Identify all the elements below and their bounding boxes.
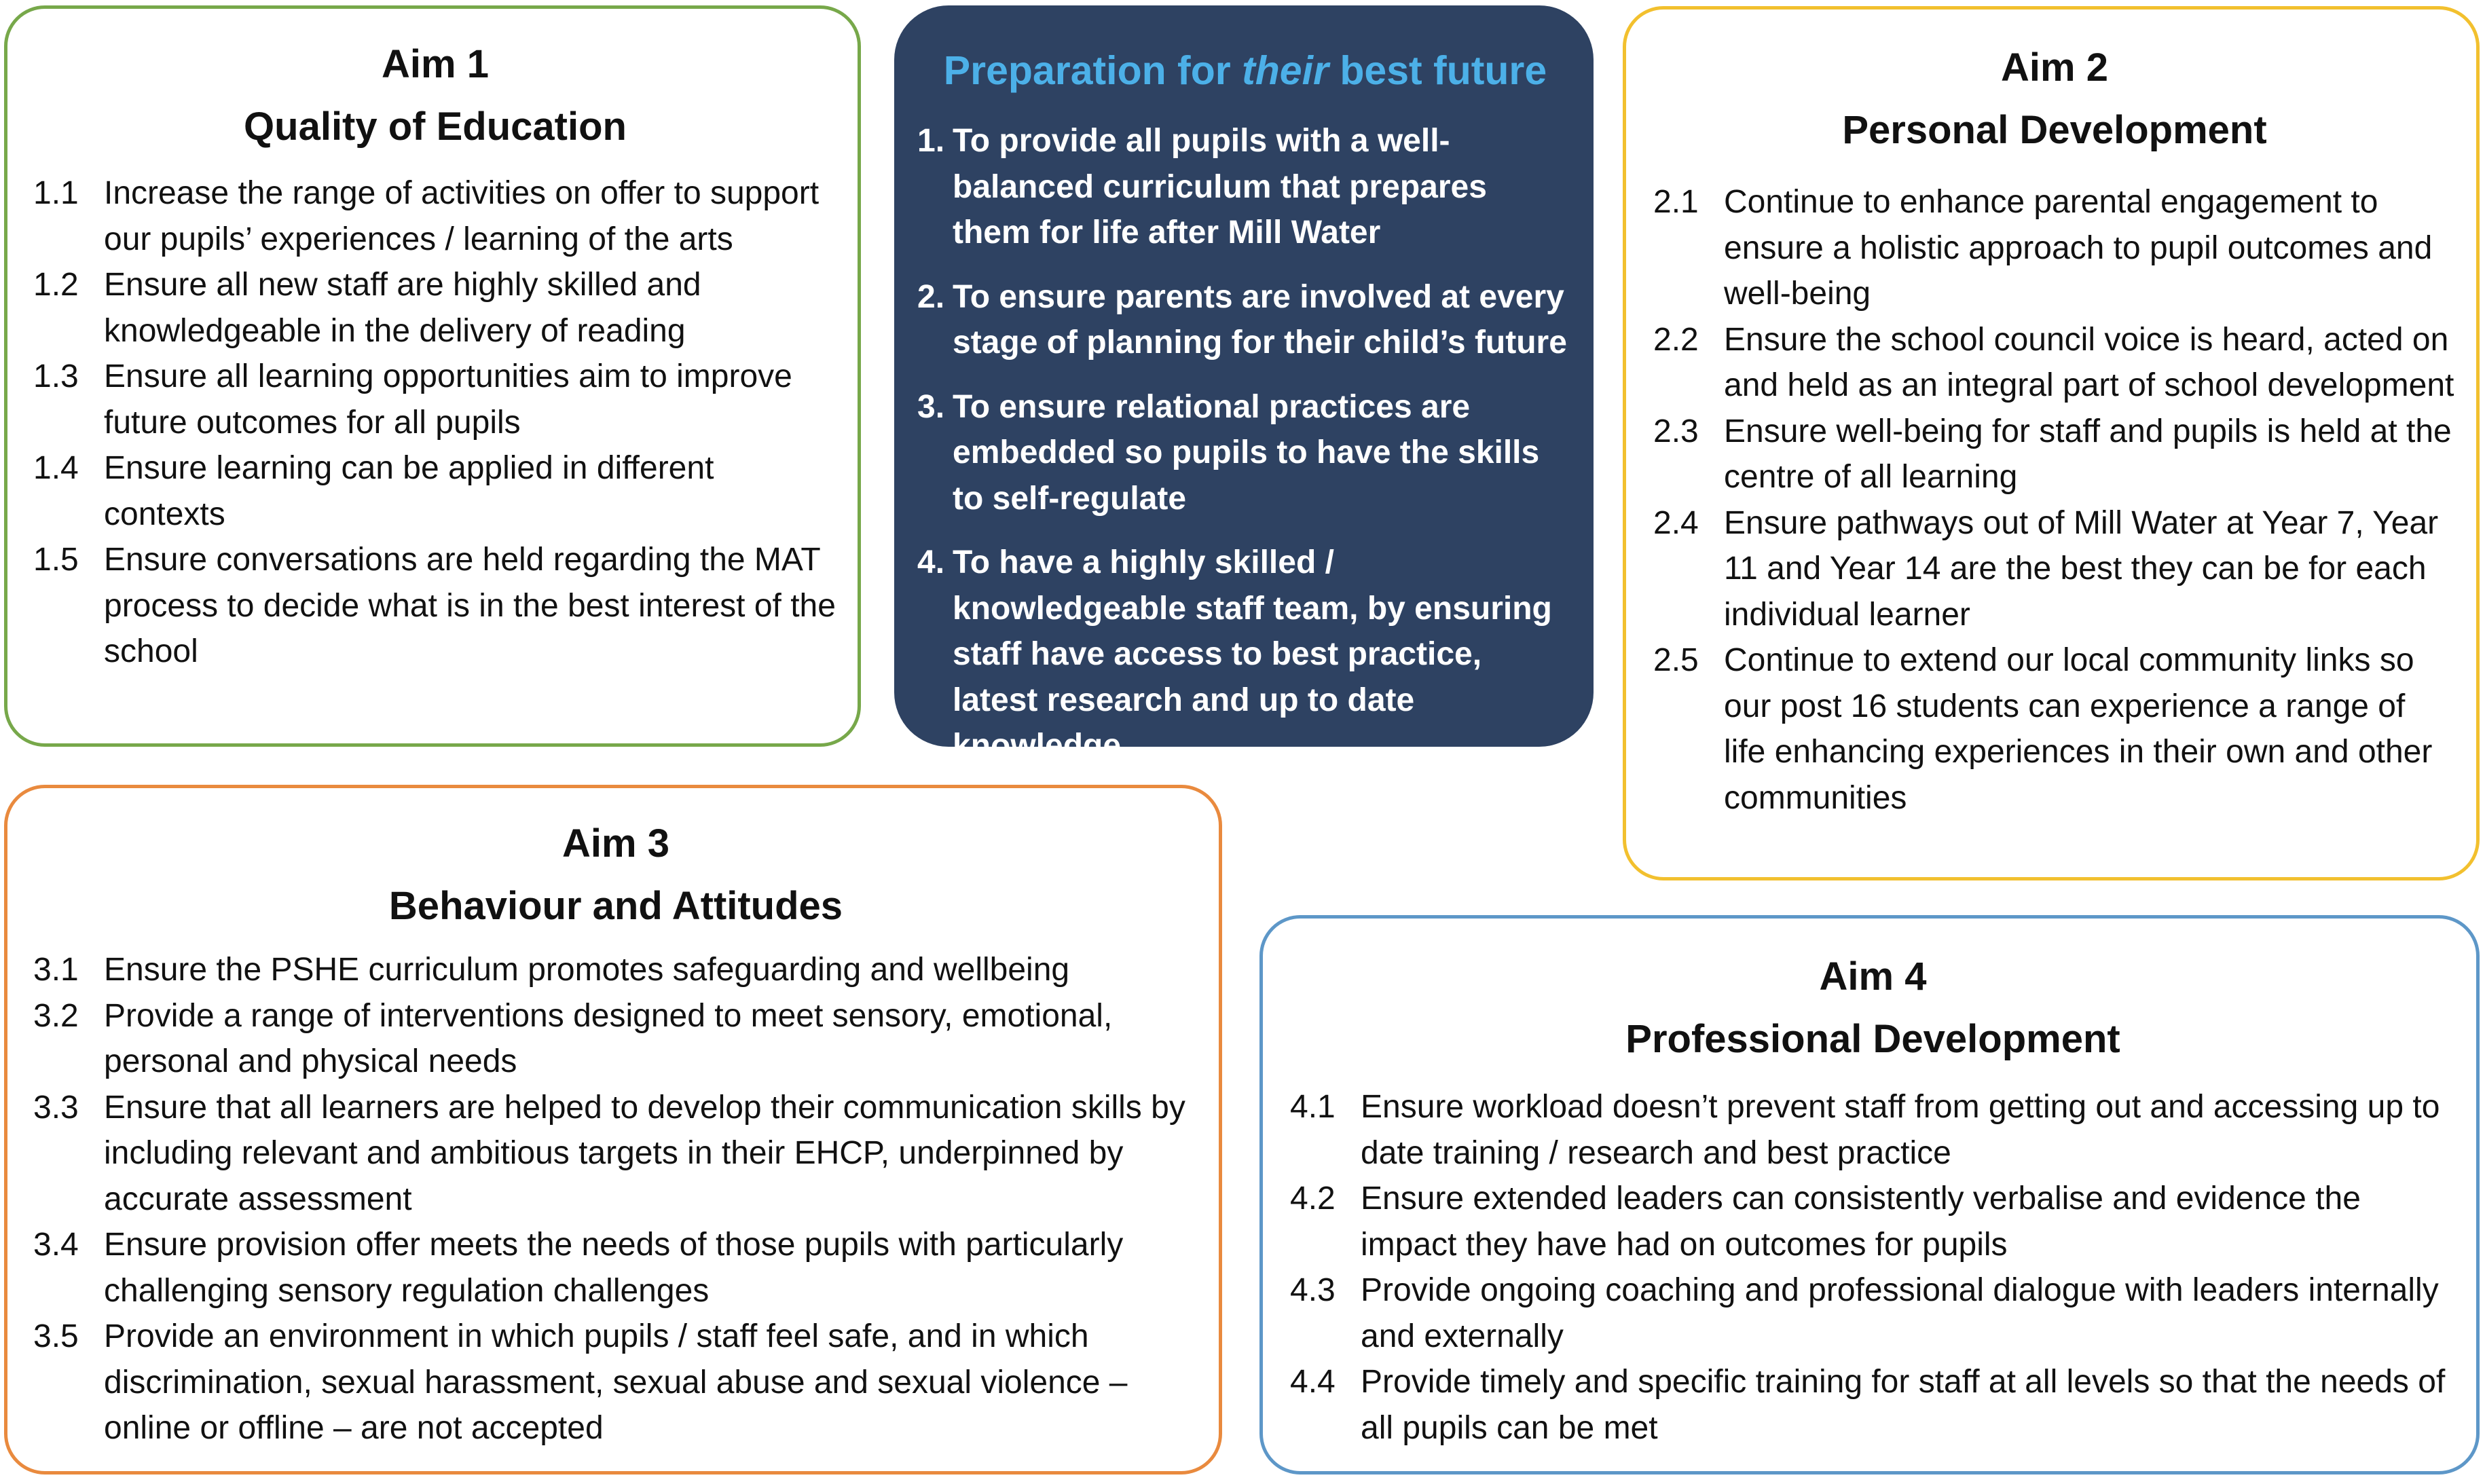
aim-4-list [1290,1084,2456,1451]
item-text: Ensure that all learners are helped to develop their communication skills by including relevant and ambitious targets in their EHCP, underpinned by accurate assessment [104,1089,1185,1217]
aim-2-item [1653,179,2456,317]
aim-2-item [1653,409,2456,500]
aim-4-item [1290,1267,2456,1359]
aim-3-item [33,947,1198,993]
aim-3-item [33,993,1198,1085]
aim-3-item [33,1222,1198,1314]
aim-4-item [1290,1176,2456,1267]
aim-3-box [4,785,1222,1474]
aim-2-item [1653,637,2456,821]
item-text: To provide all pupils with a well-balanced curriculum that prepares them for life after Mill Water [953,123,1487,251]
item-number: 4.1 [1290,1089,1336,1125]
aim-2-item [1653,500,2456,638]
item-number: 4.3 [1290,1272,1336,1308]
aim-4-item [1290,1084,2456,1176]
item-number: 1. [917,123,945,159]
aim-1-item [33,537,837,675]
preparation-box [894,5,1594,764]
item-number: 4.4 [1290,1364,1336,1400]
aim-1-heading: Aim 1 [382,42,489,86]
aim-1-item [33,262,837,354]
item-text: Ensure workload doesn’t prevent staff from getting out and accessing up to date training / research and best practice [1361,1089,2440,1171]
preparation-item [917,540,1573,769]
item-text: Provide ongoing coaching and professional dialogue with leaders internally and externally [1361,1272,2439,1354]
item-text: Provide timely and specific training for staff at all levels so that the needs of all pupils can be met [1361,1364,2446,1446]
item-number: 1.5 [33,542,79,578]
item-text: Ensure provision offer meets the needs of those pupils with particularly challenging sensory regulation challenges [104,1227,1124,1309]
aim-2-box [1623,6,2480,880]
preparation-item [917,384,1573,522]
preparation-list [917,118,1573,769]
item-number: 4.2 [1290,1181,1336,1217]
item-number: 3. [917,388,945,425]
item-text: Provide a range of interventions designed to meet sensory, emotional, personal and physical needs [104,997,1113,1079]
item-number: 3.5 [33,1318,79,1354]
item-number: 3.1 [33,952,79,988]
item-number: 2.1 [1653,184,1699,220]
item-text: Ensure conversations are held regarding the MAT process to decide what is in the best interest of the school [104,542,836,669]
item-text: Ensure the PSHE curriculum promotes safeguarding and wellbeing [104,952,1070,988]
aim-1-list [33,170,837,675]
aim-4-subheading: Professional Development [1625,1017,2120,1061]
aim-4-item [1290,1359,2456,1451]
aim-2-item [1653,317,2456,409]
item-number: 1.2 [33,267,79,303]
item-text: To ensure parents are involved at every stage of planning for their child’s future [953,278,1567,360]
aim-3-subheading: Behaviour and Attitudes [388,884,843,928]
aim-1-item [33,445,837,537]
item-text: Ensure all learning opportunities aim to improve future outcomes for all pupils [104,358,792,441]
item-number: 2. [917,278,945,315]
item-number: 1.4 [33,450,79,486]
preparation-item [917,118,1573,256]
item-text: Ensure the school council voice is heard, acted on and held as an integral part of school development [1724,321,2454,403]
item-text: Continue to enhance parental engagement to ensure a holistic approach to pupil outcomes and well-being [1724,184,2433,312]
item-number: 2.3 [1653,413,1699,449]
item-text: Ensure learning can be applied in different contexts [104,450,714,532]
item-number: 2.5 [1653,642,1699,678]
item-number: 1.3 [33,358,79,394]
aim-1-item [33,170,837,262]
title-suffix: best future [1328,48,1547,93]
item-number: 4. [917,544,945,580]
item-text: Continue to extend our local community links so our post 16 students can experience a range of life enhancing experiences in their own and other communities [1724,642,2433,816]
aim-3-list [33,947,1198,1451]
aim-1-item [33,354,837,445]
item-text: Provide an environment in which pupils / staff feel safe, and in which discrimination, sexual harassment, sexual abuse and sexual violence – online or offline – are not accepted [104,1318,1128,1446]
item-text: To have a highly skilled / knowledgeable staff team, by ensuring staff have access to best practice, latest research and up to date knowledge [953,544,1552,764]
item-number: 3.2 [33,997,79,1034]
aim-2-heading: Aim 2 [2001,45,2108,90]
aim-3-heading: Aim 3 [562,821,669,866]
item-text: Increase the range of activities on offer to support our pupils’ experiences / learning of the arts [104,175,820,257]
aim-3-item [33,1314,1198,1451]
aim-4-box [1259,915,2480,1474]
item-number: 1.1 [33,175,79,211]
item-text: Ensure all new staff are highly skilled and knowledgeable in the delivery of reading [104,267,701,349]
aim-3-item [33,1085,1198,1223]
title-emphasis: their [1242,48,1329,93]
item-text: Ensure pathways out of Mill Water at Year 7, Year 11 and Year 14 are the best they can be for each individual learner [1724,504,2439,633]
preparation-item [917,274,1573,366]
aim-1-box [4,5,861,747]
item-number: 2.4 [1653,504,1699,541]
item-number: 3.3 [33,1089,79,1126]
aim-4-heading: Aim 4 [1819,954,1927,999]
item-text: Ensure well-being for staff and pupils is held at the centre of all learning [1724,413,2452,495]
aim-2-subheading: Personal Development [1842,108,2267,152]
aim-2-list [1653,179,2456,821]
title-prefix: Preparation for [943,48,1242,93]
item-number: 3.4 [33,1227,79,1263]
item-text: To ensure relational practices are embedded so pupils to have the skills to self-regulate [953,388,1540,517]
item-number: 2.2 [1653,321,1699,358]
aim-1-subheading: Quality of Education [244,105,627,149]
item-text: Ensure extended leaders can consistently verbalise and evidence the impact they have had on outcomes for pupils [1361,1181,2361,1263]
preparation-title [917,38,1573,103]
